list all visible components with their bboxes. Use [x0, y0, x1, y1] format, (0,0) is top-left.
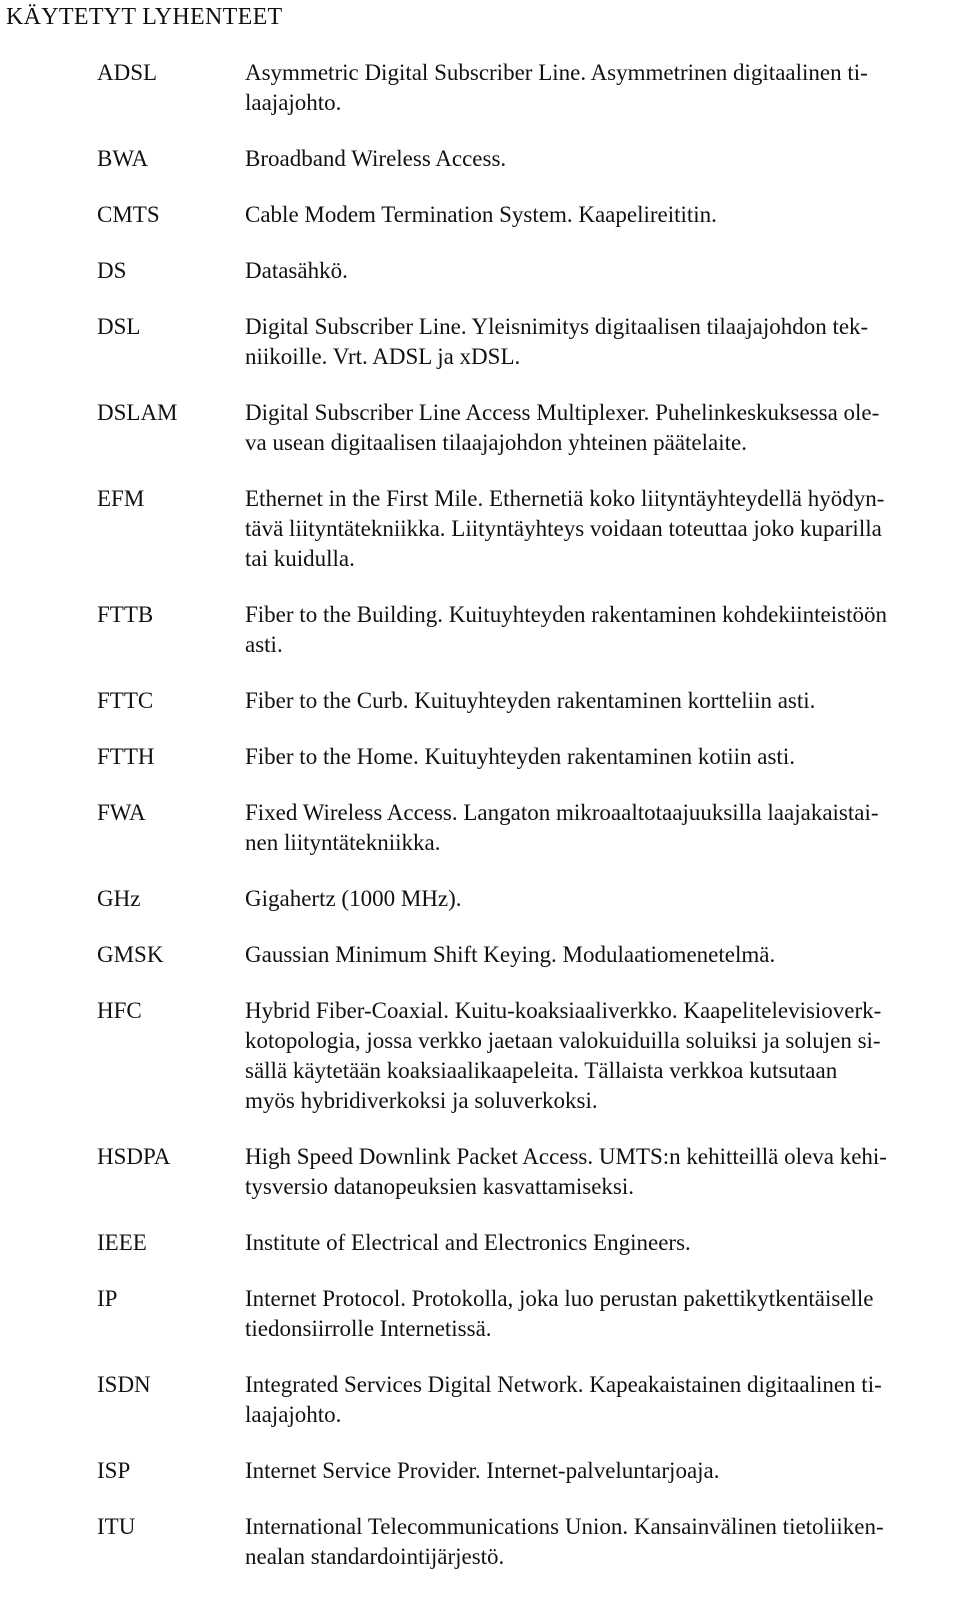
definition-line: Ethernet in the First Mile. Ethernetiä koko liityntäyhteydellä hyödyn-	[245, 486, 885, 511]
abbreviation-definition	[245, 1284, 945, 1344]
definition-line: Hybrid Fiber-Coaxial. Kuitu-koaksiaaliverkko. Kaapelitelevisioverk-	[245, 998, 882, 1023]
abbreviation-definition	[245, 996, 945, 1116]
definition-line: Gaussian Minimum Shift Keying. Modulaatiomenetelmä.	[245, 942, 776, 967]
definition-line: Institute of Electrical and Electronics Engineers.	[245, 1230, 691, 1255]
definition-line: myös hybridiverkoksi ja soluverkoksi.	[245, 1088, 598, 1113]
abbreviation-definition	[245, 1456, 945, 1486]
definition-line: va usean digitaalisen tilaajajohdon yhteinen päätelaite.	[245, 430, 747, 455]
abbreviation-term: ITU	[97, 1514, 136, 1539]
abbreviation-definition	[245, 940, 945, 970]
definition-line: tiedonsiirrolle Internetissä.	[245, 1316, 492, 1341]
abbreviation-definition	[245, 398, 945, 458]
abbreviation-definition	[245, 200, 945, 230]
definition-line: Digital Subscriber Line Access Multiplexer. Puhelinkeskuksessa ole-	[245, 400, 880, 425]
abbreviation-term: ISP	[97, 1458, 131, 1483]
definition-line: nen liityntätekniikka.	[245, 830, 441, 855]
definition-line: Fixed Wireless Access. Langaton mikroaaltotaajuuksilla laajakaistai-	[245, 800, 879, 825]
definition-line: tai kuidulla.	[245, 546, 355, 571]
abbreviation-term: ISDN	[97, 1372, 151, 1397]
definition-line: Fiber to the Building. Kuituyhteyden rakentaminen kohdekiinteistöön	[245, 602, 887, 627]
abbreviation-definition	[245, 256, 945, 286]
abbreviation-term: BWA	[97, 146, 149, 171]
abbreviation-definition	[245, 1512, 945, 1572]
abbreviation-definition	[245, 600, 945, 660]
abbreviation-term: FTTB	[97, 602, 154, 627]
definition-line: nealan standardointijärjestö.	[245, 1544, 505, 1569]
abbreviation-definition	[245, 1370, 945, 1430]
definition-line: tävä liityntätekniikka. Liityntäyhteys voidaan toteuttaa joko kuparilla	[245, 516, 882, 541]
definition-line: Datasähkö.	[245, 258, 348, 283]
definition-line: Integrated Services Digital Network. Kapeakaistainen digitaalinen ti-	[245, 1372, 882, 1397]
abbreviation-term: GMSK	[97, 942, 164, 967]
abbreviation-definition	[245, 884, 945, 914]
definition-line: Broadband Wireless Access.	[245, 146, 507, 171]
abbreviation-term: FTTC	[97, 688, 154, 713]
abbreviation-term: DSL	[97, 314, 141, 339]
definition-line: Digital Subscriber Line. Yleisnimitys digitaalisen tilaajajohdon tek-	[245, 314, 869, 339]
abbreviation-term: HFC	[97, 998, 142, 1023]
definition-line: Asymmetric Digital Subscriber Line. Asymmetrinen digitaalinen ti-	[245, 60, 868, 85]
abbreviation-definition	[245, 742, 945, 772]
definition-line: Internet Service Provider. Internet-palveluntarjoaja.	[245, 1458, 720, 1483]
abbreviation-definition	[245, 312, 945, 372]
abbreviation-term: IEEE	[97, 1230, 147, 1255]
page-title: KÄYTETYT LYHENTEET	[6, 4, 283, 30]
definition-line: asti.	[245, 632, 283, 657]
definition-line: Fiber to the Curb. Kuituyhteyden rakentaminen kortteliin asti.	[245, 688, 816, 713]
definition-line: Gigahertz (1000 MHz).	[245, 886, 462, 911]
definition-line: laajajohto.	[245, 1402, 342, 1427]
abbreviation-definition	[245, 798, 945, 858]
abbreviation-term: DS	[97, 258, 127, 283]
abbreviation-definition	[245, 484, 945, 574]
definition-line: tysversio datanopeuksien kasvattamiseksi.	[245, 1174, 635, 1199]
definition-line: kotopologia, jossa verkko jaetaan valokuiduilla soluiksi ja solujen si-	[245, 1028, 881, 1053]
abbreviation-term: FWA	[97, 800, 146, 825]
definition-line: Fiber to the Home. Kuituyhteyden rakentaminen kotiin asti.	[245, 744, 795, 769]
definition-line: International Telecommunications Union. Kansainvälinen tietoliiken-	[245, 1514, 884, 1539]
definition-line: laajajohto.	[245, 90, 342, 115]
abbreviation-term: EFM	[97, 486, 145, 511]
abbreviation-definition	[245, 1142, 945, 1202]
definition-line: niikoille. Vrt. ADSL ja xDSL.	[245, 344, 521, 369]
definition-line: Internet Protocol. Protokolla, joka luo perustan pakettikytkentäiselle	[245, 1286, 874, 1311]
abbreviation-definition	[245, 58, 945, 118]
abbreviation-term: DSLAM	[97, 400, 178, 425]
abbreviation-term: GHz	[97, 886, 141, 911]
definition-line: sällä käytetään koaksiaalikaapeleita. Tällaista verkkoa kutsutaan	[245, 1058, 838, 1083]
definition-line: Cable Modem Termination System. Kaapelireititin.	[245, 202, 717, 227]
abbreviation-definition	[245, 144, 945, 174]
definition-line: High Speed Downlink Packet Access. UMTS:n kehitteillä oleva kehi-	[245, 1144, 887, 1169]
abbreviation-term: ADSL	[97, 60, 158, 85]
abbreviation-definition	[245, 686, 945, 716]
abbreviation-term: IP	[97, 1286, 118, 1311]
abbreviation-term: CMTS	[97, 202, 160, 227]
abbreviation-definition	[245, 1228, 945, 1258]
abbreviation-term: FTTH	[97, 744, 155, 769]
abbreviation-term: HSDPA	[97, 1144, 171, 1169]
